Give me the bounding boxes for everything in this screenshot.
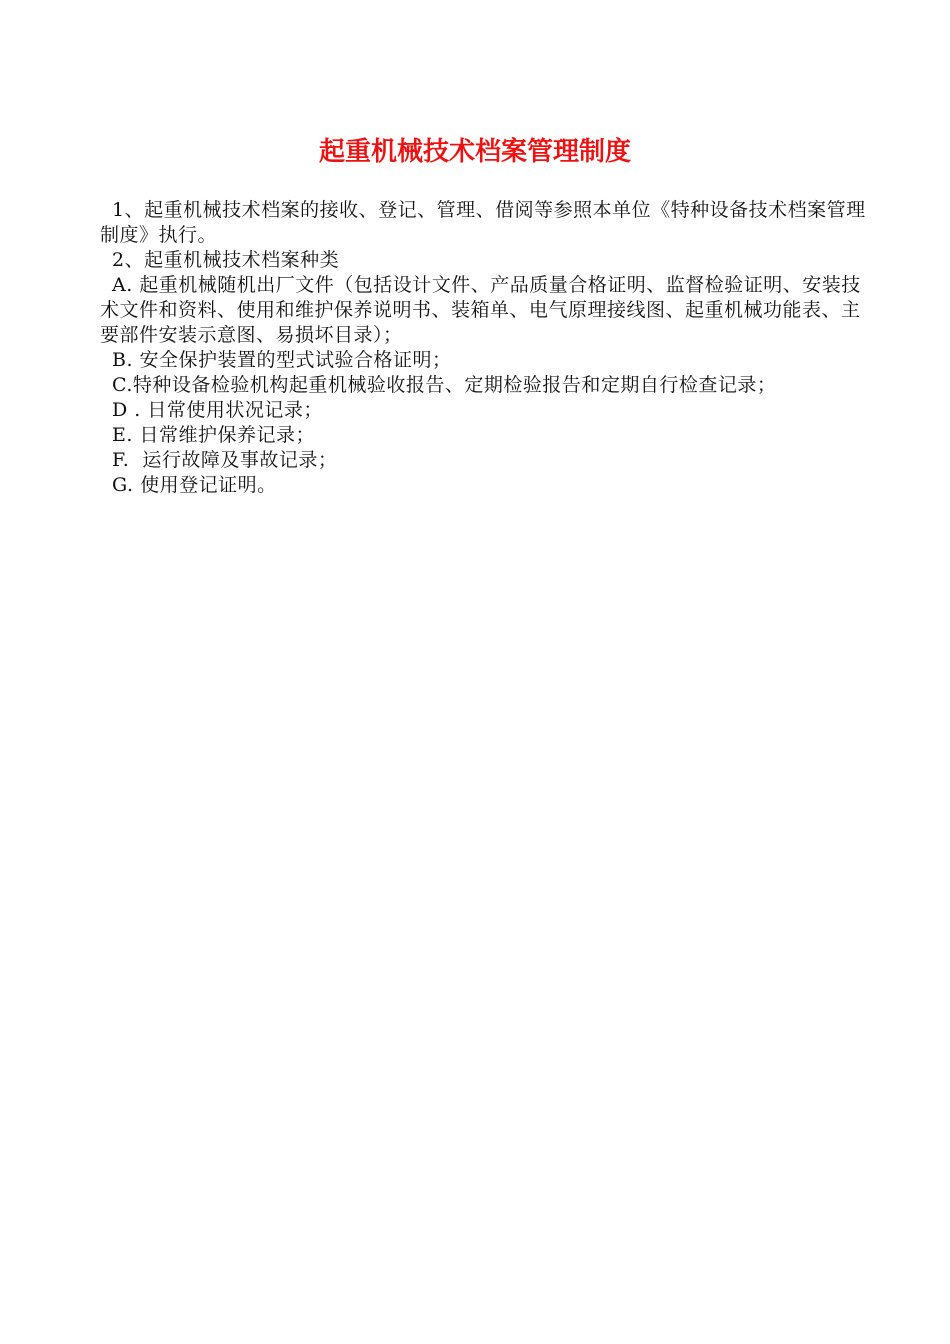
item-d: D . 日常使用状况记录； [112, 399, 323, 421]
document-title: 起重机械技术档案管理制度 [318, 137, 631, 167]
item-b: B. 安全保护装置的型式试验合格证明； [112, 349, 452, 371]
item-g: G. 使用登记证明。 [112, 474, 277, 496]
item-a: A. 起重机械随机出厂文件（包括设计文件、产品质量合格证明、监督检验证明、安装技术文件和资料、使用和维护保养说明书、装箱单、电气原理接线图、起重机械功能表、主要部件安装示意图、易损坏目录）； [100, 274, 861, 346]
item-f: F. 运行故障及事故记录； [112, 449, 338, 471]
paragraph-2: 2、起重机械技术档案种类 [112, 249, 340, 271]
item-e: E. 日常维护保养记录； [112, 424, 315, 446]
document-body [100, 198, 875, 498]
paragraph-1: 1、起重机械技术档案的接收、登记、管理、借阅等参照本单位《特种设备技术档案管理制度》执行。 [100, 199, 866, 246]
item-c: C.特种设备检验机构起重机械验收报告、定期检验报告和定期自行检查记录； [112, 374, 777, 396]
